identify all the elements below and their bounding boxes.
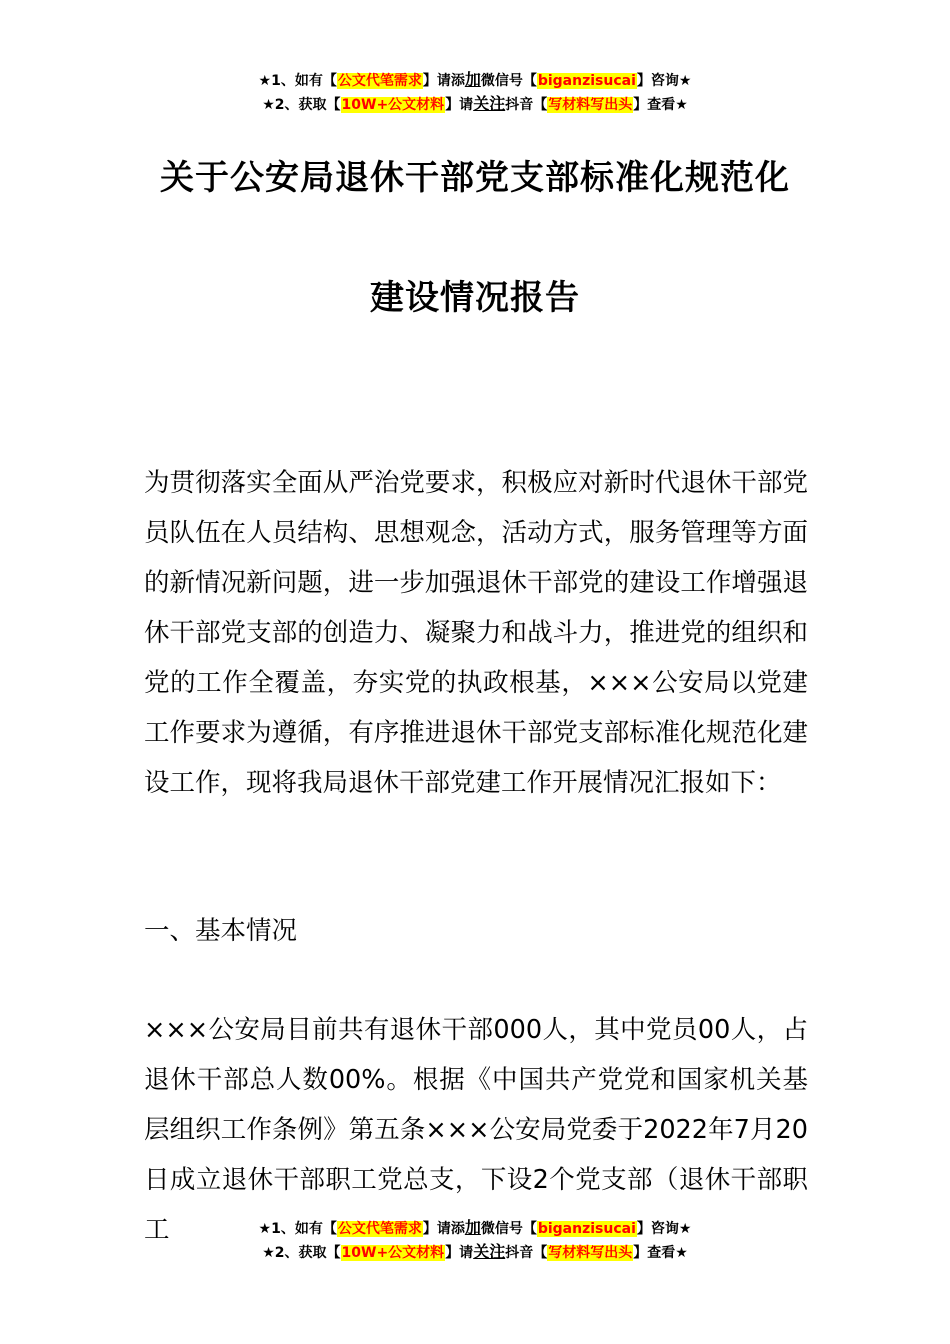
promo-banner-top — [0, 68, 950, 116]
promo-text: 】请添 — [422, 73, 465, 89]
promo-text: 抖音【 — [505, 1245, 548, 1261]
promo-text: 微信号【 — [480, 73, 537, 89]
promo-text: ★2、获取【 — [262, 1245, 341, 1261]
promo-highlight: 公文代笔需求 — [337, 73, 422, 89]
promo-text: 】请 — [445, 97, 474, 113]
promo-text: 】咨询★ — [636, 73, 692, 89]
promo-text: 】请 — [445, 1245, 474, 1261]
promo-line-1 — [0, 1216, 950, 1240]
promo-line-2 — [0, 1240, 950, 1264]
promo-text: 抖音【 — [505, 97, 548, 113]
document-title-line-1: 关于公安局退休干部党支部标准化规范化 — [160, 158, 790, 198]
promo-douyin-id: 写材料写出头 — [548, 97, 633, 113]
section-heading-basic: 一、基本情况 — [144, 916, 298, 946]
intro-paragraph: 为贯彻落实全面从严治党要求，积极应对新时代退休干部党员队伍在人员结构、思想观念，活动方式，服务管理等方面的新情况新问题，进一步加强退休干部党的建设工作增强退休干部党支部的创造力、凝聚力和战斗力，推进党的组织和党的工作全覆盖，夯实党的执政根基，×××公安局以党建工作要求为遵循，有序推进退休干部党支部标准化规范化建设工作，现将我局退休干部党建工作开展情况汇报如下： — [144, 468, 808, 798]
promo-wechat-id: biganzisucai — [537, 1221, 636, 1237]
promo-text: 微信号【 — [480, 1221, 537, 1237]
promo-line-1 — [0, 68, 950, 92]
promo-text: 】查看★ — [633, 1245, 688, 1261]
document-title-line-2: 建设情况报告 — [370, 278, 580, 318]
promo-underline: 加 — [464, 70, 481, 89]
promo-text: ★1、如有【 — [258, 1221, 337, 1237]
promo-text: 】咨询★ — [636, 1221, 692, 1237]
promo-text: ★1、如有【 — [258, 73, 337, 89]
promo-line-2 — [0, 92, 950, 116]
promo-underline: 关注 — [473, 1242, 506, 1261]
section-paragraph-basic: ×××公安局目前共有退休干部000人，其中党员00人，占退休干部总人数00%。根据《中国共产党党和国家机关基层组织工作条例》第五条×××公安局党委于2022年7月20日成立退休干部职工党总支，下设2个党支部（退休干部职工 — [144, 1015, 808, 1245]
promo-underline: 加 — [464, 1218, 481, 1237]
promo-text: ★2、获取【 — [262, 97, 341, 113]
promo-douyin-id: 写材料写出头 — [548, 1245, 633, 1261]
promo-highlight: 10W+公文材料 — [341, 97, 445, 113]
promo-wechat-id: biganzisucai — [537, 73, 636, 89]
promo-text: 】请添 — [422, 1221, 465, 1237]
promo-banner-bottom — [0, 1216, 950, 1264]
promo-underline: 关注 — [473, 94, 506, 113]
promo-highlight: 公文代笔需求 — [337, 1221, 422, 1237]
promo-highlight: 10W+公文材料 — [341, 1245, 445, 1261]
promo-text: 】查看★ — [633, 97, 688, 113]
